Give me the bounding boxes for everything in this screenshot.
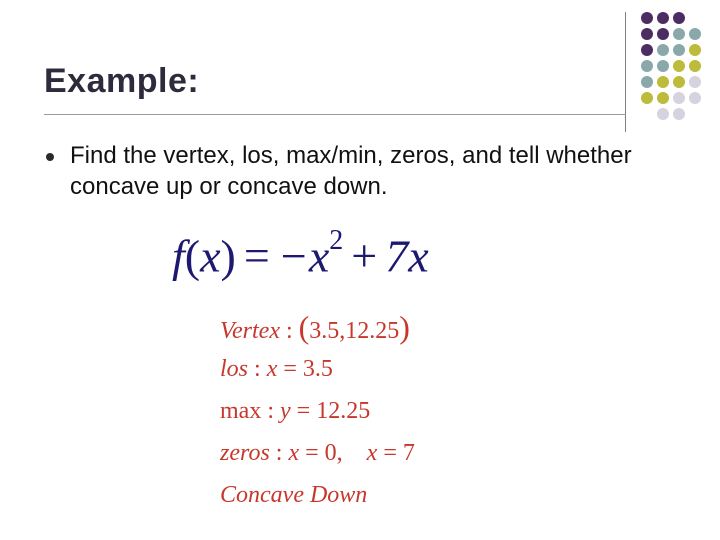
los-value: 3.5 — [302, 356, 333, 382]
title-underline — [44, 114, 626, 115]
decorative-dot-icon — [673, 92, 685, 104]
decorative-dot-icon — [657, 44, 669, 56]
decorative-dot-icon — [689, 76, 701, 88]
vertex-value: 3.5,12.25 — [309, 318, 400, 344]
decorative-dot-icon — [641, 12, 653, 24]
decorative-dot-icon — [657, 76, 669, 88]
decorative-dot-icon — [673, 76, 685, 88]
decorative-dot-icon — [673, 12, 685, 24]
concavity-value: Concave Down — [220, 482, 368, 508]
eq-argument: x — [200, 230, 221, 282]
los-label: los — [220, 356, 249, 382]
decorative-dot-icon — [673, 44, 685, 56]
function-equation — [172, 212, 429, 291]
max-variable: y — [280, 398, 291, 424]
eq-function-name: f — [172, 230, 185, 282]
eq-exponent: 2 — [329, 225, 344, 256]
zeros-label: zeros — [220, 440, 270, 466]
vertex-answer: Vertex : (3.5,12.25) — [220, 309, 410, 345]
decorative-dot-icon — [641, 92, 653, 104]
zeros-answer: zeros : x = 0, x = 7 — [220, 440, 415, 466]
answer-list — [220, 306, 415, 516]
decorative-dot-icon — [657, 28, 669, 40]
max-label: max — [220, 398, 262, 424]
decorative-dot-icon — [657, 60, 669, 72]
decorative-dot-icon — [689, 92, 701, 104]
eq-plus: + — [351, 230, 378, 282]
concavity-answer — [220, 474, 415, 516]
instruction-text: Find the vertex, los, max/min, zeros, and tell whether concave up or concave down. — [70, 142, 632, 200]
eq-close-paren: ) — [220, 230, 236, 282]
vertex-label: Vertex — [220, 318, 280, 344]
zeros-value-2: 7 — [402, 440, 415, 466]
zeros-variable-2: x — [366, 440, 378, 466]
max-answer: max : y = 12.25 — [220, 398, 371, 424]
decorative-dot-icon — [689, 60, 701, 72]
eq-equals: = — [243, 230, 270, 282]
eq-open-paren: ( — [184, 230, 201, 282]
decorative-dot-icon — [657, 92, 669, 104]
eq-neg-x: −x — [277, 230, 330, 282]
decorative-dot-icon — [641, 28, 653, 40]
decorative-dot-icon — [673, 108, 685, 120]
decorative-dot-icon — [657, 12, 669, 24]
los-variable: x — [266, 356, 278, 382]
max-value: 12.25 — [316, 398, 371, 424]
decorative-dot-icon — [689, 28, 701, 40]
slide-title: Example: — [44, 62, 200, 100]
bullet-dot-icon — [46, 153, 54, 161]
zeros-value-1: 0, — [324, 440, 343, 466]
los-answer: los : x = 3.5 — [220, 356, 333, 382]
decorative-dot-icon — [673, 28, 685, 40]
decorative-dot-icon — [641, 76, 653, 88]
eq-linear-term: 7x — [385, 230, 429, 282]
decorative-dot-icon — [657, 108, 669, 120]
decorative-dot-icon — [641, 44, 653, 56]
decorative-dot-icon — [641, 60, 653, 72]
decorative-dot-icon — [689, 44, 701, 56]
zeros-variable-1: x — [288, 440, 300, 466]
decorative-dot-icon — [673, 60, 685, 72]
